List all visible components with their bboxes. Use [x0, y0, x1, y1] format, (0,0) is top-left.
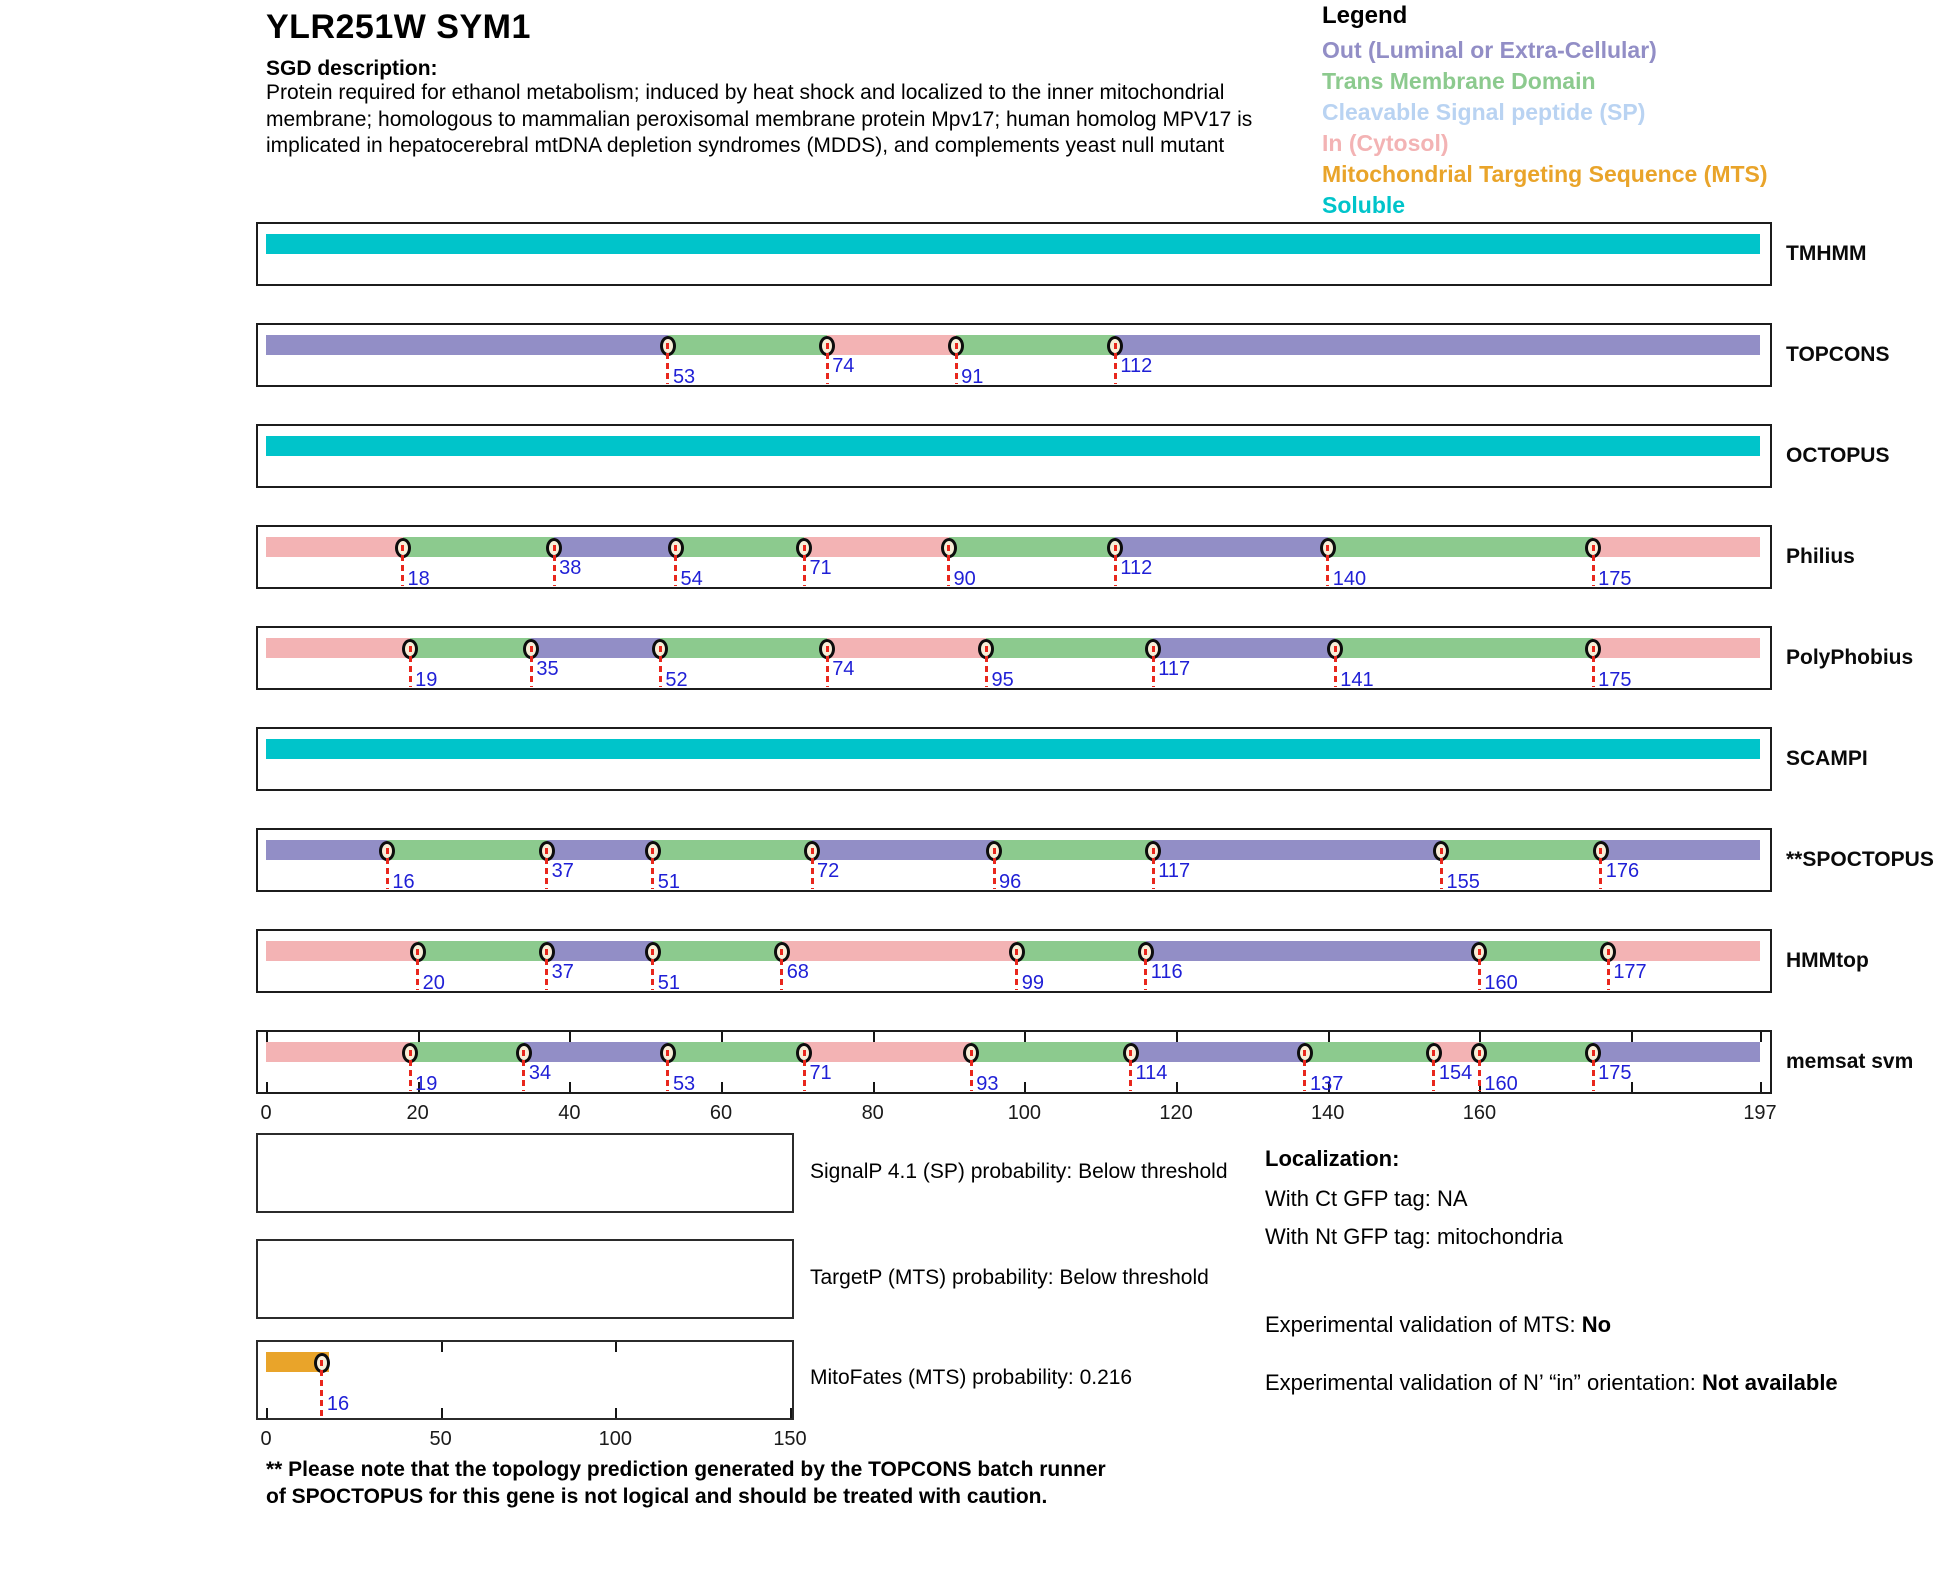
boundary-number: 18 — [407, 568, 430, 590]
mitofates-axis-tick-label: 50 — [429, 1428, 452, 1450]
segment-tm — [1328, 537, 1593, 557]
boundary-number: 116 — [1150, 961, 1183, 983]
boundary-number: 91 — [961, 366, 984, 388]
track-label-spoctopus: **SPOCTOPUS — [1786, 848, 1934, 871]
mitofates-tick-bottom — [266, 1408, 268, 1418]
segment-in — [266, 941, 418, 961]
boundary-line — [1432, 1050, 1435, 1091]
boundary-number: 38 — [559, 557, 582, 579]
segment-out — [1153, 840, 1441, 860]
ruler-tick-top — [1479, 1032, 1481, 1042]
segment-out — [266, 840, 387, 860]
boundary-line — [1334, 646, 1337, 687]
targetp-caption: TargetP (MTS) probability: Below threshold — [810, 1266, 1209, 1289]
boundary-number: 20 — [422, 972, 445, 994]
boundary-number: 117 — [1158, 658, 1191, 680]
legend-title: Legend — [1322, 2, 1408, 29]
boundary-line — [1152, 646, 1155, 687]
segment-tm — [403, 537, 555, 557]
segment-out — [1131, 1042, 1305, 1062]
legend-item-in: In (Cytosol) — [1322, 130, 1449, 156]
ruler-tick-bottom — [873, 1082, 875, 1092]
segment-in — [1608, 941, 1760, 961]
boundary-number: 51 — [657, 972, 681, 994]
track-box-philius — [256, 525, 1772, 589]
boundary-number: 99 — [1021, 972, 1045, 994]
boundary-line — [1114, 545, 1117, 586]
boundary-number: 154 — [1438, 1062, 1473, 1084]
boundary-line — [416, 949, 419, 990]
boundary-number: 71 — [809, 1062, 832, 1084]
boundary-line — [545, 848, 548, 889]
segment-tm — [676, 537, 805, 557]
orientation-validation-line — [1265, 1366, 1840, 1399]
orientation-validation-prefix: Experimental validation of N’ “in” orientation: — [1265, 1370, 1702, 1395]
mts-validation-prefix: Experimental validation of MTS: — [1265, 1312, 1582, 1337]
legend-item-sp: Cleavable Signal peptide (SP) — [1322, 99, 1646, 125]
track-box-tmhmm — [256, 222, 1772, 286]
track-box-spoctopus — [256, 828, 1772, 892]
boundary-number: 54 — [680, 568, 703, 590]
boundary-number: 177 — [1613, 961, 1647, 983]
boundary-number: 112 — [1120, 557, 1153, 579]
segment-out — [1601, 840, 1760, 860]
ruler-tick-top — [1760, 1032, 1762, 1042]
ruler-tick-bottom — [569, 1082, 571, 1092]
ruler-tick-top — [721, 1032, 723, 1042]
boundary-line — [993, 848, 996, 889]
segment-in — [1593, 638, 1760, 658]
sequence-axis-tick-label: 40 — [558, 1102, 581, 1124]
boundary-line — [530, 646, 533, 687]
boundary-number: 117 — [1158, 860, 1191, 882]
ruler-tick-top — [418, 1032, 420, 1042]
segment-tm — [668, 335, 827, 355]
segment-in — [266, 537, 403, 557]
mitofates-tick-top — [441, 1342, 443, 1352]
boundary-line — [1129, 1050, 1132, 1091]
boundary-number: 72 — [817, 860, 840, 882]
ruler-tick-top — [266, 1032, 268, 1042]
boundary-number: 95 — [991, 669, 1014, 691]
segment-out — [547, 840, 653, 860]
legend-item-out: Out (Luminal or Extra-Cellular) — [1322, 37, 1657, 63]
segment-out — [812, 840, 994, 860]
ruler-tick-top — [1328, 1032, 1330, 1042]
boundary-line — [651, 848, 654, 889]
boundary-number: 175 — [1598, 568, 1632, 590]
boundary-line — [1303, 1050, 1306, 1091]
boundary-number: 90 — [953, 568, 976, 590]
segment-tm — [949, 537, 1116, 557]
boundary-number: 53 — [672, 1073, 696, 1095]
segment-tm — [653, 840, 812, 860]
segment-soluble — [266, 739, 1760, 759]
ruler-tick-bottom — [1760, 1082, 1762, 1092]
segment-soluble — [266, 234, 1760, 254]
boundary-number: 96 — [999, 871, 1022, 893]
segment-out — [554, 537, 675, 557]
boundary-number: 160 — [1484, 972, 1518, 994]
track-label-topcons: TOPCONS — [1786, 343, 1890, 366]
segment-tm — [1479, 941, 1608, 961]
boundary-line — [386, 848, 389, 889]
segment-in — [827, 335, 956, 355]
segment-out — [547, 941, 653, 961]
track-box-topcons — [256, 323, 1772, 387]
segment-out — [524, 1042, 668, 1062]
boundary-line — [970, 1050, 973, 1091]
boundary-number: 175 — [1598, 669, 1632, 691]
segment-tm — [1441, 840, 1600, 860]
segment-out — [1115, 537, 1327, 557]
segment-in — [266, 638, 410, 658]
boundary-number: 68 — [786, 961, 809, 983]
segment-tm — [418, 941, 547, 961]
boundary-line — [1607, 949, 1610, 990]
boundary-line — [826, 343, 829, 384]
segment-out — [531, 638, 660, 658]
track-box-polyphobius — [256, 626, 1772, 690]
localization-title: Localization: — [1265, 1146, 1400, 1171]
legend-item-tm: Trans Membrane Domain — [1322, 68, 1596, 94]
segment-tm — [668, 1042, 805, 1062]
segment-in — [827, 638, 986, 658]
segment-in — [266, 1042, 410, 1062]
boundary-line — [1440, 848, 1443, 889]
boundary-number: 160 — [1484, 1073, 1518, 1095]
mitofates-axis-tick-label: 150 — [773, 1428, 807, 1450]
boundary-number: 35 — [536, 658, 559, 680]
sequence-axis-tick-label: 160 — [1462, 1102, 1497, 1124]
boundary-line — [1592, 646, 1595, 687]
sequence-axis-tick-label: 140 — [1311, 1102, 1345, 1124]
segment-tm — [1479, 1042, 1593, 1062]
segment-in — [782, 941, 1017, 961]
boundary-number: 19 — [415, 669, 438, 691]
boundary-line — [1015, 949, 1018, 990]
legend-item-mts: Mitochondrial Targeting Sequence (MTS) — [1322, 161, 1768, 187]
ruler-tick-bottom — [1176, 1082, 1178, 1092]
boundary-line — [1326, 545, 1329, 586]
ruler-tick-top — [569, 1032, 571, 1042]
sequence-axis-tick-label: 100 — [1007, 1102, 1042, 1124]
boundary-number: 141 — [1340, 669, 1374, 691]
sgd-description-label: SGD description: — [266, 57, 438, 80]
mitofates-plot-box — [256, 1340, 794, 1420]
track-box-octopus — [256, 424, 1772, 488]
spoctopus-footnote: ** Please note that the topology prediction generated by the TOPCONS batch runner of SPOCTOPUS for this gene is not logical and should be treated with caution. — [266, 1458, 1106, 1508]
ruler-tick-top — [1176, 1032, 1178, 1042]
boundary-line — [1592, 545, 1595, 586]
segment-tm — [387, 840, 546, 860]
boundary-line — [1592, 1050, 1595, 1091]
boundary-line — [803, 545, 806, 586]
boundary-line — [666, 343, 669, 384]
boundary-number: 16 — [392, 871, 415, 893]
mitofates-caption: MitoFates (MTS) probability: 0.216 — [810, 1366, 1133, 1389]
segment-tm — [1305, 1042, 1434, 1062]
track-box-hmmtop — [256, 929, 1772, 993]
boundary-line — [666, 1050, 669, 1091]
segment-soluble — [266, 436, 1760, 456]
boundary-number: 52 — [665, 669, 688, 691]
boundary-line — [659, 646, 662, 687]
segment-tm — [994, 840, 1153, 860]
boundary-number: 93 — [976, 1073, 999, 1095]
boundary-number: 112 — [1120, 355, 1153, 377]
boundary-line — [780, 949, 783, 990]
boundary-line — [1152, 848, 1155, 889]
legend — [1322, 2, 1768, 221]
sequence-axis-tick-label: 20 — [406, 1102, 429, 1124]
targetp-plot-box — [256, 1239, 794, 1319]
boundary-line — [545, 949, 548, 990]
signalp-plot-box — [256, 1133, 794, 1213]
segment-tm — [660, 638, 827, 658]
track-label-philius: Philius — [1786, 545, 1855, 568]
boundary-line — [674, 545, 677, 586]
signalp-caption: SignalP 4.1 (SP) probability: Below threshold — [810, 1160, 1228, 1183]
track-label-scampi: SCAMPI — [1786, 747, 1868, 770]
boundary-number: 74 — [832, 658, 855, 680]
boundary-number: 37 — [551, 961, 574, 983]
legend-item-soluble: Soluble — [1322, 192, 1406, 218]
boundary-line — [1478, 949, 1481, 990]
ruler-tick-top — [1631, 1032, 1633, 1042]
boundary-number: 137 — [1309, 1073, 1344, 1095]
sequence-axis-tick-label: 120 — [1159, 1102, 1193, 1124]
segment-out — [1115, 335, 1760, 355]
sequence-axis-tick-label: 60 — [709, 1102, 733, 1124]
boundary-line — [811, 848, 814, 889]
boundary-number: 16 — [326, 1393, 350, 1415]
boundary-line — [553, 545, 556, 586]
segment-tm — [653, 941, 782, 961]
mitofates-axis-tick-label: 100 — [598, 1428, 633, 1450]
localization-ct-line: With Ct GFP tag: NA — [1265, 1186, 1468, 1211]
track-label-polyphobius: PolyPhobius — [1786, 646, 1914, 669]
segment-tm — [410, 638, 531, 658]
orientation-validation-value: Not available — [1701, 1370, 1838, 1395]
mts-validation-value: No — [1581, 1312, 1612, 1337]
boundary-line — [409, 646, 412, 687]
boundary-number: 19 — [415, 1073, 438, 1095]
legend-items — [1322, 35, 1768, 221]
segment-in — [804, 1042, 971, 1062]
mitofates-tick-bottom — [615, 1408, 617, 1418]
sequence-axis-tick-label: 0 — [260, 1102, 272, 1124]
mitofates-tick-bottom — [441, 1408, 443, 1418]
boundary-line — [1114, 343, 1117, 384]
segment-in — [804, 537, 948, 557]
mitofates-axis-tick-label: 0 — [260, 1428, 272, 1450]
mitofates-tick-bottom — [790, 1408, 792, 1418]
boundary-number: 140 — [1332, 568, 1367, 590]
boundary-number: 53 — [672, 366, 696, 388]
track-box-memsat-svm — [256, 1030, 1772, 1094]
boundary-number: 114 — [1135, 1062, 1168, 1084]
boundary-number: 51 — [657, 871, 681, 893]
segment-tm — [971, 1042, 1130, 1062]
sequence-axis-tick-label: 197 — [1743, 1102, 1777, 1124]
segment-tm — [986, 638, 1153, 658]
page-title: YLR251W SYM1 — [266, 8, 531, 46]
track-label-memsat-svm: memsat svm — [1786, 1050, 1914, 1073]
boundary-number: 37 — [551, 860, 574, 882]
boundary-line — [985, 646, 988, 687]
segment-out — [266, 335, 668, 355]
boundary-line — [320, 1360, 323, 1416]
track-label-hmmtop: HMMtop — [1786, 949, 1869, 972]
segment-tm — [1335, 638, 1593, 658]
boundary-line — [1478, 1050, 1481, 1091]
boundary-line — [401, 545, 404, 586]
segment-tm — [956, 335, 1115, 355]
boundary-line — [826, 646, 829, 687]
boundary-number: 155 — [1446, 871, 1480, 893]
track-label-octopus: OCTOPUS — [1786, 444, 1890, 467]
ruler-tick-bottom — [266, 1082, 268, 1092]
boundary-line — [955, 343, 958, 384]
segment-tm — [1017, 941, 1146, 961]
boundary-line — [522, 1050, 525, 1091]
boundary-line — [1599, 848, 1602, 889]
mts-validation-line — [1265, 1308, 1611, 1341]
boundary-line — [1144, 949, 1147, 990]
segment-out — [1153, 638, 1335, 658]
boundary-number: 34 — [528, 1062, 552, 1084]
segment-in — [1593, 537, 1760, 557]
ruler-tick-bottom — [721, 1082, 723, 1092]
track-box-scampi — [256, 727, 1772, 791]
boundary-number: 175 — [1598, 1062, 1632, 1084]
mitofates-tick-top — [615, 1342, 617, 1352]
boundary-line — [409, 1050, 412, 1091]
ruler-tick-top — [1024, 1032, 1026, 1042]
segment-tm — [410, 1042, 524, 1062]
segment-out — [1593, 1042, 1760, 1062]
sequence-axis-tick-label: 80 — [861, 1102, 884, 1124]
boundary-line — [947, 545, 950, 586]
localization-nt-line: With Nt GFP tag: mitochondria — [1265, 1224, 1563, 1249]
segment-out — [1146, 941, 1480, 961]
ruler-tick-bottom — [1024, 1082, 1026, 1092]
boundary-number: 176 — [1605, 860, 1640, 882]
boundary-line — [651, 949, 654, 990]
track-label-tmhmm: TMHMM — [1786, 242, 1867, 265]
boundary-line — [803, 1050, 806, 1091]
sgd-description-text: Protein required for ethanol metabolism; induced by heat shock and localized to the inner mitochondrial membrane; homologous to mammalian peroxisomal membrane protein Mpv17; human homolog MPV17 is implicated in hepatocerebral mtDNA depletion syndromes (MDDS), and complements yeast null mutant — [266, 81, 1253, 157]
ruler-tick-top — [873, 1032, 875, 1042]
boundary-number: 74 — [832, 355, 855, 377]
boundary-number: 71 — [809, 557, 832, 579]
